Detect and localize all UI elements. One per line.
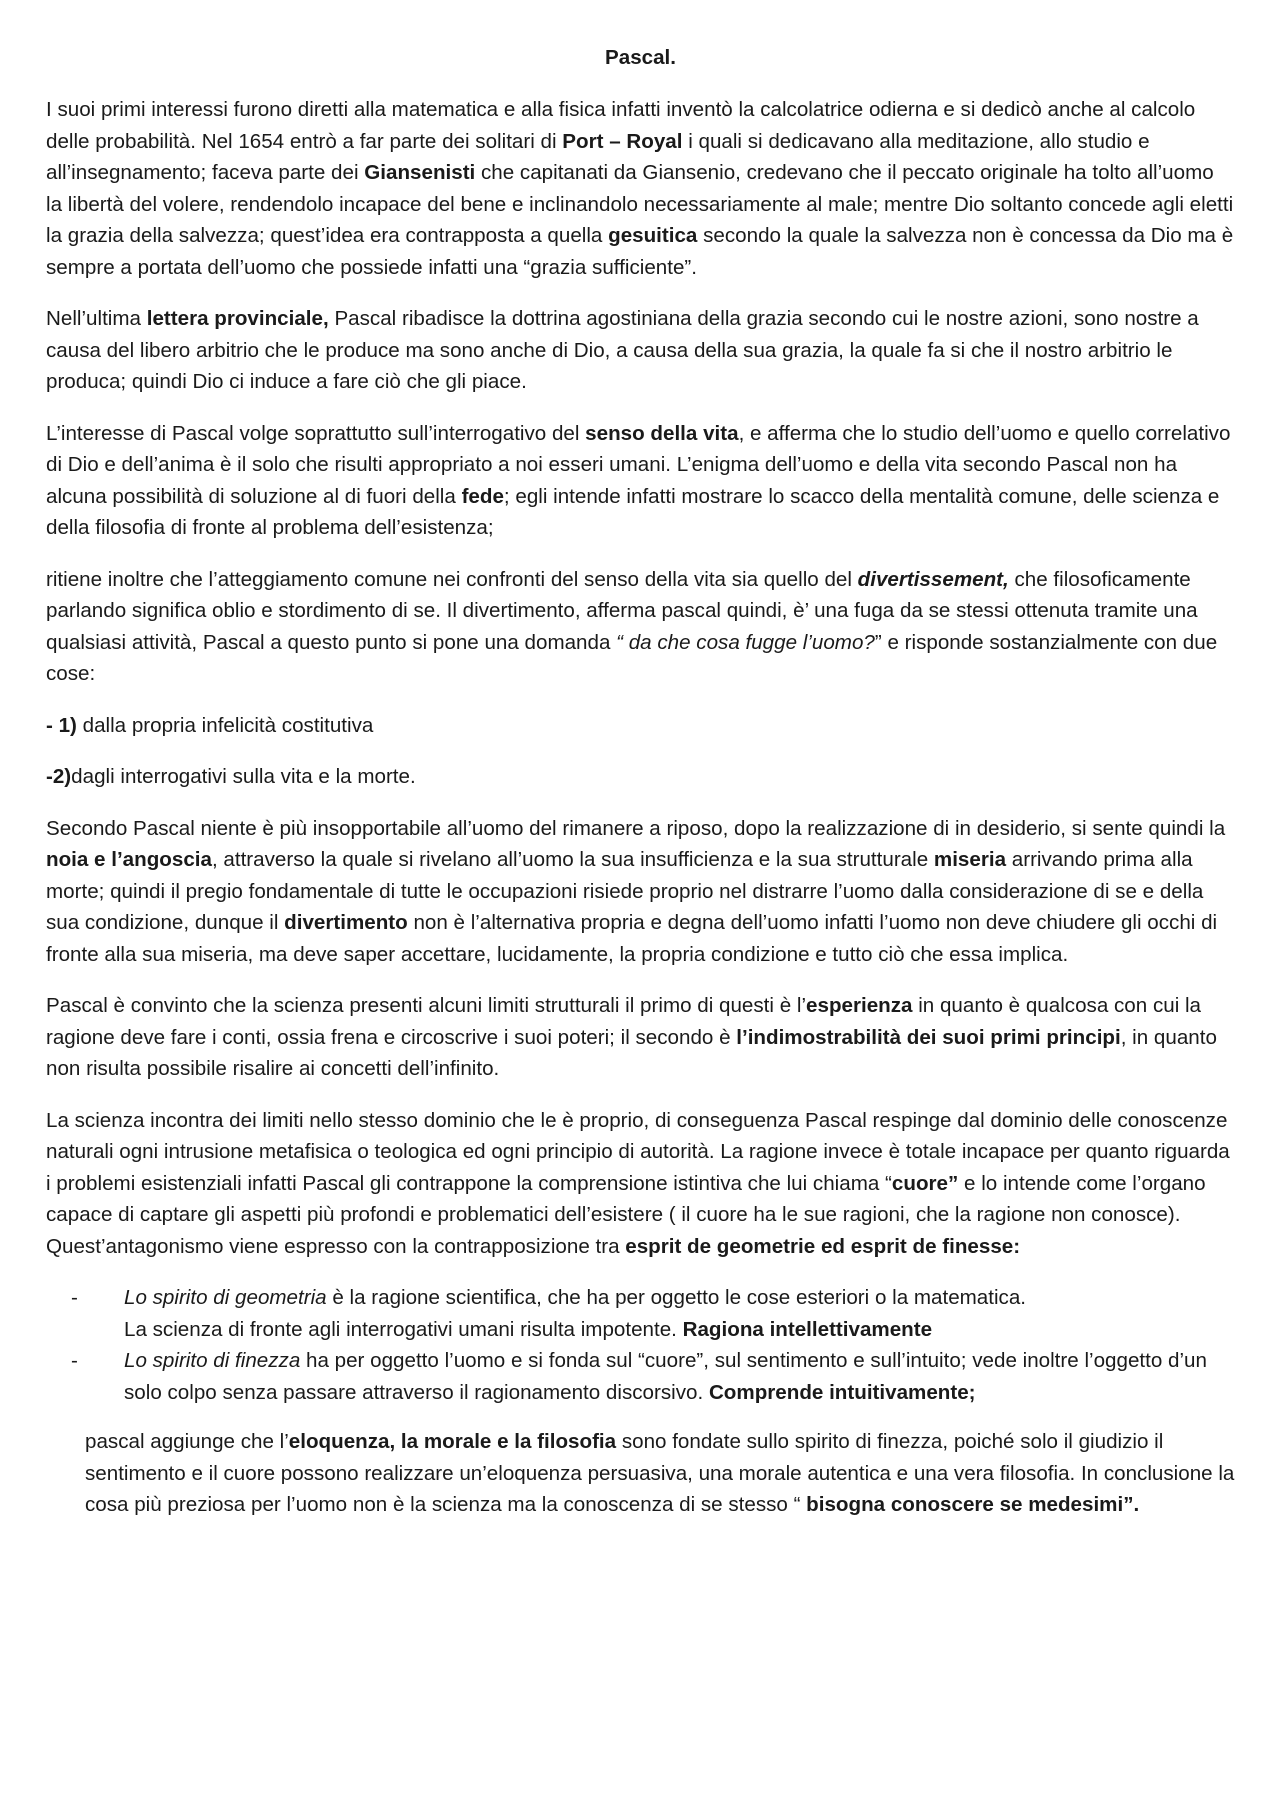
text: Pascal ribadisce la dottrina agostiniana della grazia secondo cui le nostre azioni, sono nostre a causa del libero arbitrio che le produce ma sono anche di Dio, a causa della sua grazia, la quale fa si che il nostro arbitrio le produca; quindi Dio ci induce a fare ciò che gli piace.	[46, 307, 1199, 393]
bold-term: senso della vita	[585, 421, 739, 445]
numbered-item-1	[46, 710, 1235, 742]
item-number: -2)	[46, 765, 72, 788]
bold-term: lettera provinciale,	[146, 307, 329, 330]
dash-marker: -	[71, 1349, 78, 1372]
text: Secondo Pascal niente è più insopportabile all’uomo del rimanere a riposo, dopo la realizzazione di in desiderio, si sente quindi la	[46, 816, 1226, 840]
paragraph-5	[46, 813, 1235, 971]
bold-term: divertimento	[284, 911, 408, 934]
bold-term: l’indimostrabilità dei suoi primi principi	[736, 1025, 1121, 1049]
bold-term: noia e l’angoscia	[46, 848, 212, 871]
bold-term: Port – Royal	[562, 129, 683, 153]
text: secondo la quale la salvezza non è concessa da Dio ma è sempre a portata dell’uomo che possiede infatti una “grazia sufficiente”.	[46, 224, 1234, 279]
paragraph-8	[46, 1426, 1235, 1521]
bold-term: eloquenza, la morale e la filosofia	[288, 1430, 617, 1453]
bold-term: bisogna conoscere se medesimi”.	[806, 1493, 1140, 1516]
text: ritiene inoltre che l’atteggiamento comune nei confronti del senso della vita sia quello del	[46, 567, 858, 591]
text: è la ragione scientifica, che ha per oggetto le cose esteriori o la matematica.	[326, 1286, 1027, 1309]
bold-term: fede	[461, 484, 504, 508]
text: ha per oggetto l’uomo e si fonda sul “cuore”, sul sentimento e sull’intuito; vede inoltre l’oggetto d’un solo colpo senza passare attraverso il ragionamento discorsivo.	[124, 1349, 1207, 1404]
text: ; egli intende infatti mostrare lo scacco della mentalità comune, delle scienza e della filosofia di fronte al problema dell’esistenza;	[46, 484, 1220, 539]
text: sono fondate sullo spirito di finezza, poiché solo il giudizio il sentimento e il cuore possono realizzare un’eloquenza persuasiva, una morale autentica e una vera filosofia. In conclusione la cosa più preziosa per l’uomo non è la scienza ma la conoscenza di se stesso “	[85, 1430, 1235, 1516]
paragraph-1	[46, 94, 1235, 283]
bold-term: Comprende intuitivamente;	[708, 1380, 976, 1404]
paragraph-6	[46, 990, 1235, 1085]
text: Pascal è convinto che la scienza presenti alcuni limiti strutturali il primo di questi è l’	[46, 994, 807, 1017]
bold-term: cuore”	[891, 1171, 959, 1195]
bullet-item-finezza	[46, 1345, 1235, 1408]
italic-term: Lo spirito di geometria	[124, 1286, 327, 1309]
page-title: Pascal.	[605, 46, 676, 69]
text: , in quanto non risulta possibile risalire ai concetti dell’infinito.	[46, 1025, 1217, 1080]
bold-term: gesuitica	[608, 224, 698, 247]
paragraph-4	[46, 564, 1235, 690]
paragraph-3	[46, 418, 1235, 544]
text: , e afferma che lo studio dell’uomo e quello correlativo di Dio e dell’anima è il solo che risulti appropriato a noi esseri umani. L’enigma dell’uomo e della vita secondo Pascal non ha alcuna possibilità di soluzione al di fuori della	[46, 421, 1231, 508]
text: che filosoficamente parlando significa oblio e stordimento di se. Il divertimento, afferma pascal quindi, è’ una fuga da se stessi ottenuta tramite una qualsiasi attività, Pascal a questo punto si pone una domanda	[46, 567, 1198, 654]
bold-italic-term: divertissement,	[857, 567, 1009, 591]
bullet-list	[46, 1282, 1235, 1408]
italic-question: “ da che cosa fugge l’uomo?	[616, 630, 875, 654]
text: La scienza di fronte agli interrogativi umani risulta impotente.	[124, 1317, 683, 1341]
dash-marker: -	[71, 1286, 78, 1309]
bold-term: esperienza	[806, 994, 913, 1017]
text: non è l’alternativa propria e degna dell’uomo infatti l’uomo non deve chiudere gli occhi di fronte alla sua miseria, ma deve saper accettare, lucidamente, la propria condizione e tutto ciò che essa implica.	[46, 911, 1218, 966]
paragraph-7	[46, 1105, 1235, 1263]
text: La scienza incontra dei limiti nello stesso dominio che le è proprio, di conseguenza Pascal respinge dal dominio delle conoscenze naturali ogni intrusione metafisica o teologica ed ogni principio di autorità. La ragione invece è totale incapace per quanto riguarda i problemi esistenziali infatti Pascal gli contrappone la comprensione istintiva che lui chiama “	[46, 1108, 1230, 1195]
text: I suoi primi interessi furono diretti alla matematica e alla fisica infatti inventò la calcolatrice odierna e si dedicò anche al calcolo delle probabilità. Nel 1654 entrò a far parte dei solitari di	[46, 98, 1196, 153]
text: arrivando prima alla morte; quindi il pregio fondamentale di tutte le occupazioni risiede proprio nel distrarre l’uomo dalla considerazione di se e della sua condizione, dunque il	[46, 848, 1204, 934]
numbered-item-2	[46, 761, 1235, 793]
bold-term: miseria	[933, 848, 1007, 871]
paragraph-2	[46, 303, 1235, 398]
bold-term: esprit de geometrie ed esprit de finesse:	[625, 1234, 1021, 1258]
text: , attraverso la quale si rivelano all’uomo la sua insufficienza e la sua strutturale	[211, 848, 934, 871]
text: i quali si dedicavano alla meditazione, allo studio e all’insegnamento; faceva parte dei	[46, 129, 1150, 184]
text: L’interesse di Pascal volge soprattutto sull’interrogativo del	[46, 421, 586, 445]
text: ” e risponde sostanzialmente con due cose:	[46, 630, 1218, 685]
text: e lo intende come l’organo capace di captare gli aspetti più profondi e problematici dell’esistere ( il cuore ha le sue ragioni, che la ragione non conosce). Quest’antagonismo viene espresso con la contrapposizione tra	[46, 1171, 1206, 1258]
text: che capitanati da Giansenio, credevano che il peccato originale ha tolto all’uomo la libertà del volere, rendendolo incapace del bene e inclinandolo necessariamente al male; mentre Dio soltanto concede agli eletti la grazia della salvezza; quest’idea era contrapposta a quella	[46, 161, 1234, 247]
text: dalla propria infelicità costitutiva	[76, 713, 374, 737]
text: Nell’ultima	[46, 307, 147, 330]
bold-term: Ragiona intellettivamente	[682, 1317, 933, 1341]
text: dagli interrogativi sulla vita e la morte.	[71, 765, 416, 788]
italic-term: Lo spirito di finezza	[124, 1349, 301, 1372]
text: in quanto è qualcosa con cui la ragione deve fare i conti, ossia frena e circoscrive i suoi poteri; il secondo è	[46, 994, 1202, 1049]
bullet-item-geometria	[46, 1282, 1235, 1345]
bold-term: Giansenisti	[364, 161, 476, 184]
text: pascal aggiunge che l’	[85, 1430, 289, 1453]
item-number: - 1)	[46, 713, 77, 737]
